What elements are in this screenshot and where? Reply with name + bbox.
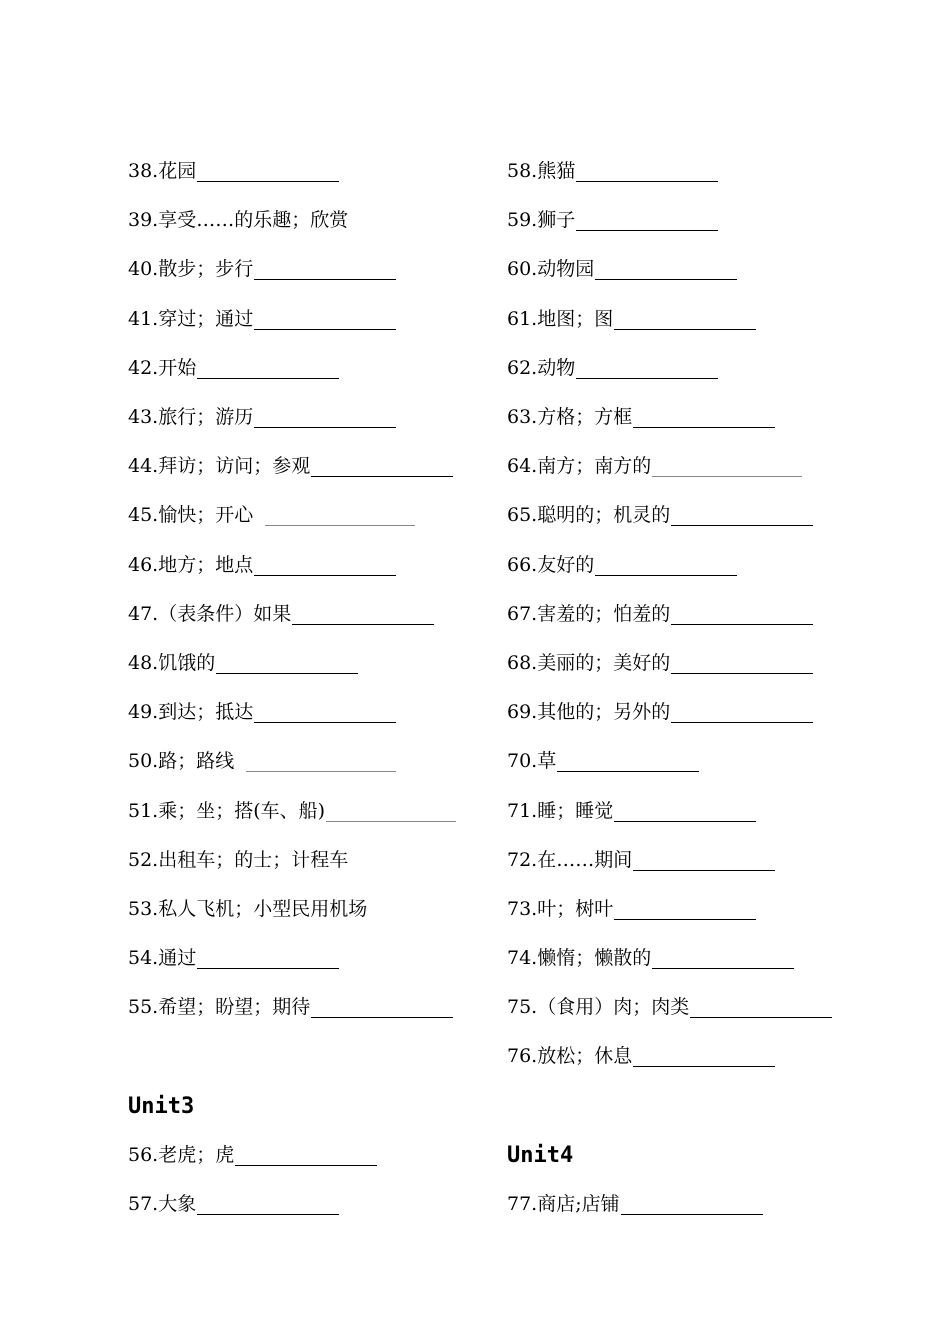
list-item: 51.乘；坐；搭(车、船) bbox=[128, 786, 488, 835]
list-item: 39.享受……的乐趣；欣赏 bbox=[128, 209, 349, 232]
list-item: 75.（食用）肉；肉类 bbox=[507, 983, 867, 1032]
answer-blank[interactable] bbox=[652, 456, 802, 477]
answer-blank[interactable] bbox=[576, 210, 718, 231]
list-item: 47.（表条件）如果 bbox=[128, 590, 488, 639]
list-item: 50.路；路线 bbox=[128, 737, 488, 786]
list-item: 71.睡；睡觉 bbox=[507, 786, 867, 835]
answer-blank[interactable] bbox=[254, 702, 396, 723]
answer-blank[interactable] bbox=[557, 751, 699, 772]
answer-blank[interactable] bbox=[265, 505, 415, 526]
answer-blank[interactable] bbox=[671, 604, 813, 625]
list-item: 73.叶；树叶 bbox=[507, 885, 867, 934]
list-item: 60.动物园 bbox=[507, 245, 867, 294]
list-item: 53.私人飞机；小型民用机场 bbox=[128, 897, 368, 920]
list-item: 43.旅行；游历 bbox=[128, 393, 488, 442]
answer-blank[interactable] bbox=[614, 801, 756, 822]
list-item: 38.花园 bbox=[128, 147, 488, 196]
list-item: 76.放松；休息 bbox=[507, 1032, 867, 1081]
answer-blank[interactable] bbox=[326, 801, 456, 822]
answer-blank[interactable] bbox=[595, 259, 737, 280]
answer-blank[interactable] bbox=[197, 948, 339, 969]
list-item: 62.动物 bbox=[507, 344, 867, 393]
answer-blank[interactable] bbox=[614, 309, 756, 330]
answer-blank[interactable] bbox=[595, 555, 737, 576]
list-item: 72.在……期间 bbox=[507, 836, 867, 885]
list-item: 46.地方；地点 bbox=[128, 541, 488, 590]
answer-blank[interactable] bbox=[614, 899, 756, 920]
list-item: 58.熊猫 bbox=[507, 147, 867, 196]
answer-blank[interactable] bbox=[254, 259, 396, 280]
list-item: 63.方格；方框 bbox=[507, 393, 867, 442]
list-item: 49.到达；抵达 bbox=[128, 688, 488, 737]
list-item: 66.友好的 bbox=[507, 541, 867, 590]
answer-blank[interactable] bbox=[652, 948, 794, 969]
list-item: 55.希望；盼望；期待 bbox=[128, 983, 488, 1032]
answer-blank[interactable] bbox=[197, 358, 339, 379]
left-column bbox=[128, 147, 488, 1229]
answer-blank[interactable] bbox=[197, 1194, 339, 1215]
answer-blank[interactable] bbox=[633, 407, 775, 428]
list-item: 56.老虎；虎 bbox=[128, 1131, 488, 1180]
answer-blank[interactable] bbox=[671, 505, 813, 526]
list-item: 64.南方；南方的 bbox=[507, 442, 867, 491]
answer-blank[interactable] bbox=[246, 751, 396, 772]
answer-blank[interactable] bbox=[576, 358, 718, 379]
answer-blank[interactable] bbox=[311, 456, 453, 477]
list-item: 74.懒惰；懒散的 bbox=[507, 934, 867, 983]
answer-blank[interactable] bbox=[671, 653, 813, 674]
right-column bbox=[507, 147, 867, 1229]
list-item: 42.开始 bbox=[128, 344, 488, 393]
list-item: 67.害羞的；怕羞的 bbox=[507, 590, 867, 639]
answer-blank[interactable] bbox=[311, 997, 453, 1018]
list-item: 54.通过 bbox=[128, 934, 488, 983]
list-item: 69.其他的；另外的 bbox=[507, 688, 867, 737]
list-item: 70.草 bbox=[507, 737, 867, 786]
list-item: 41.穿过；通过 bbox=[128, 295, 488, 344]
answer-blank[interactable] bbox=[254, 555, 396, 576]
answer-blank[interactable] bbox=[197, 161, 339, 182]
answer-blank[interactable] bbox=[254, 309, 396, 330]
answer-blank[interactable] bbox=[292, 604, 434, 625]
list-item: 45.愉快；开心 bbox=[128, 491, 488, 540]
answer-blank[interactable] bbox=[216, 653, 358, 674]
unit-heading: Unit3 bbox=[128, 1093, 195, 1119]
unit-heading: Unit4 bbox=[507, 1142, 574, 1168]
answer-blank[interactable] bbox=[235, 1145, 377, 1166]
list-item: 77.商店;店铺 bbox=[507, 1180, 867, 1229]
list-item: 68.美丽的；美好的 bbox=[507, 639, 867, 688]
list-item: 61.地图；图 bbox=[507, 295, 867, 344]
answer-blank[interactable] bbox=[671, 702, 813, 723]
list-item: 65.聪明的；机灵的 bbox=[507, 491, 867, 540]
answer-blank[interactable] bbox=[576, 161, 718, 182]
list-item: 59.狮子 bbox=[507, 196, 867, 245]
answer-blank[interactable] bbox=[633, 1046, 775, 1067]
answer-blank[interactable] bbox=[633, 850, 775, 871]
list-item: 52.出租车；的士；计程车 bbox=[128, 848, 349, 871]
answer-blank[interactable] bbox=[690, 997, 832, 1018]
list-item: 57.大象 bbox=[128, 1180, 488, 1229]
answer-blank[interactable] bbox=[254, 407, 396, 428]
list-item: 44.拜访；访问；参观 bbox=[128, 442, 488, 491]
answer-blank[interactable] bbox=[621, 1194, 763, 1215]
list-item: 48.饥饿的 bbox=[128, 639, 488, 688]
list-item: 40.散步；步行 bbox=[128, 245, 488, 294]
